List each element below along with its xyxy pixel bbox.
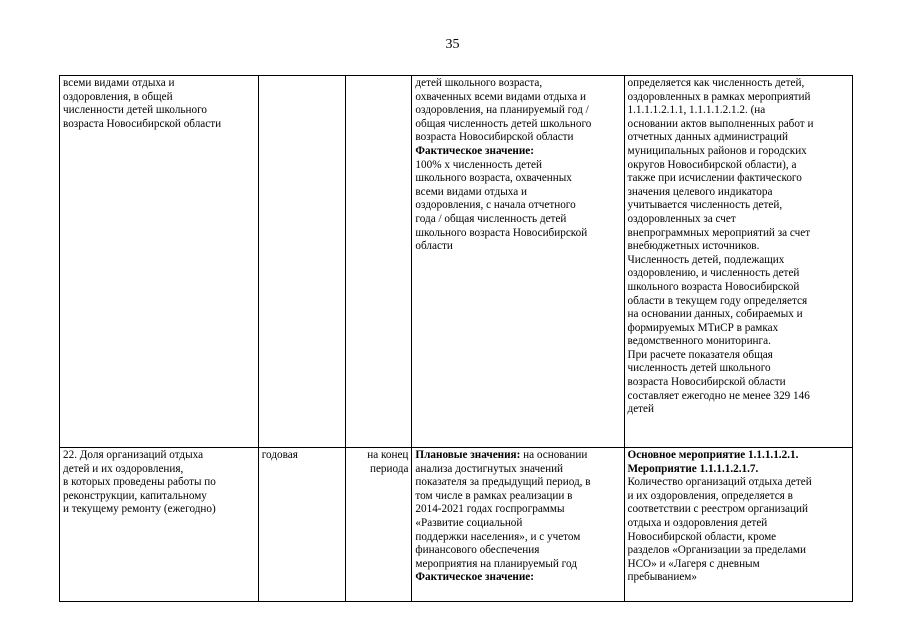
text-line: на основании данных, собираемых и [627,308,803,321]
text-line: области в текущем году определяется [627,294,808,307]
table-row [60,448,853,602]
text-line: 100% x численность детей [415,158,542,171]
plan-value-label: Плановые значения: [415,449,521,461]
text-line: Количество организаций отдыха детей [627,476,812,489]
text-line: «Развитие социальной [415,516,523,529]
text-line: округов Новосибирской области), а [627,158,797,171]
text-line: школьного возраста, охваченных [415,172,572,185]
text-line: в которых проведены работы по [63,476,216,489]
text-line: 1.1.1.1.2.1.1, 1.1.1.1.2.1.2. (на [627,104,766,117]
text-line: оздоровления, в общей [63,90,173,103]
text-line: формируемых МТиСР в рамках [627,321,779,334]
text-line: соответствии с реестром организаций [627,503,808,516]
indicator-name-cell [60,76,259,448]
text-line: возраста Новосибирской области [415,131,574,144]
method-cell [624,76,853,448]
text-line: 22. Доля организаций отдыха [63,449,204,461]
text-line: общая численность детей школьного [415,117,592,130]
text-fragment: на основании [520,449,588,461]
text-line: численности детей школьного [63,104,208,117]
periodicity-cell: годовая [258,448,345,602]
text-line: детей и их оздоровления, [63,462,184,475]
main-measure-label: Основное мероприятие 1.1.1.1.2.1. [627,449,799,461]
text-line: НСО» и «Лагеря с дневным [627,557,760,570]
text-line: внепрограммных мероприятий за счет [627,226,811,239]
calculation-cell [412,448,624,602]
text-line: пребыванием» [627,571,697,584]
text-line: ведомственного мониторинга. [627,335,771,348]
timing-cell [345,76,412,448]
text-line: года / общая численность детей [415,212,567,225]
text-line: области [415,240,453,253]
plan-value-line [415,449,620,463]
text-line: разделов «Организации за пределами [627,544,806,557]
text-line: основании актов выполненных работ и [627,117,814,130]
text-line: показателя за предыдущий период, в [415,476,591,489]
text-line: всеми видами отдыха и [415,185,527,198]
text-line: учитывается численность детей, [627,199,783,212]
calculation-cell [412,76,624,448]
page-number: 35 [445,37,460,52]
text-line: детей [627,403,654,416]
text-line: охваченных всеми видами отдыха и [415,90,586,103]
method-cell [624,448,853,602]
fact-value-label: Фактическое значение: [415,571,534,584]
text-line: всеми видами отдыха и [63,77,175,89]
text-line: оздоровлению, и численность детей [627,267,800,280]
text-line: оздоровленных в рамках мероприятий [627,90,811,103]
text-line: поддержки населения», и с учетом [415,530,581,543]
text-line: отдыха и оздоровления детей [627,516,768,529]
text-line: оздоровленных за счет [627,212,736,225]
text-line: внебюджетных источников. [627,240,760,253]
table-row [60,76,853,448]
text-line: школьного возраста Новосибирской [415,226,588,239]
text-line: оздоровления, с начала отчетного [415,199,576,212]
text-line: анализа достигнутых значений [415,462,564,475]
text-line: возраста Новосибирской области [627,376,786,389]
text-line: финансового обеспечения [415,544,540,557]
text-line: школьного возраста Новосибирской [627,280,800,293]
text-line: на конец [367,449,409,461]
text-line: При расчете показателя общая [627,348,773,361]
text-line: 2014-2021 годах госпрограммы [415,503,565,516]
text-line: том числе в рамках реализации в [415,489,573,502]
timing-cell [345,448,412,602]
text-line: составляет ежегодно не менее 329 146 [627,389,810,402]
text-line: также при исчислении фактического [627,172,802,185]
text-line: Новосибирской области, кроме [627,530,777,543]
text-line: численность детей школьного [627,362,771,375]
indicators-table [59,75,853,602]
text-line: оздоровления, на планируемый год / [415,104,589,117]
fact-value-label: Фактическое значение: [415,144,534,157]
text-line: мероприятия на планируемый год [415,557,577,570]
text-line: значения целевого индикатора [627,185,773,198]
text-line: Численность детей, подлежащих [627,253,785,266]
periodicity-cell [258,76,345,448]
text-line: муниципальных районов и городских [627,144,807,157]
text-line: возраста Новосибирской области [63,117,222,130]
text-line: периода [369,462,409,475]
text-line: отчетных данных администраций [627,131,788,144]
text-line: детей школьного возраста, [415,77,543,89]
measure-label: Мероприятие 1.1.1.1.2.1.7. [627,462,759,475]
indicator-name-cell [60,448,259,602]
text-line: и их оздоровления, определяется в [627,489,793,502]
text-line: реконструкции, капитальному [63,489,207,502]
text-line: и текущему ремонту (ежегодно) [63,503,216,516]
text-line: определяется как численность детей, [627,77,805,89]
